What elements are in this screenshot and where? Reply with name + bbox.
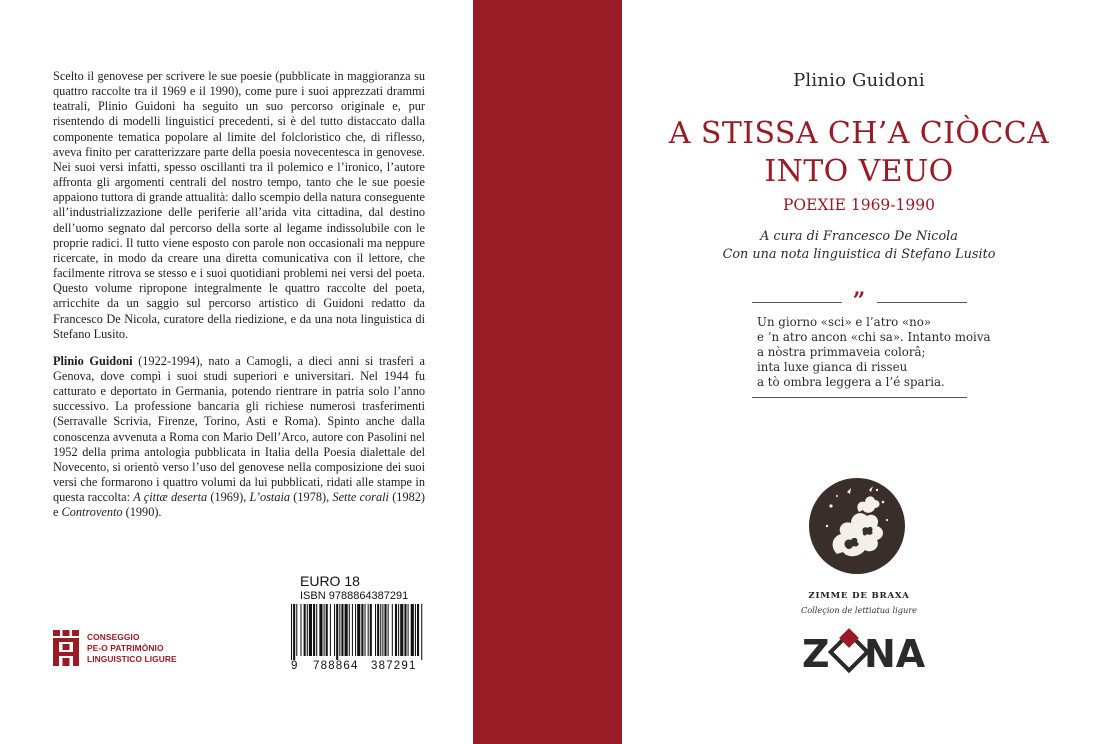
barcode-digits bbox=[289, 660, 429, 674]
barcode-bar bbox=[357, 604, 360, 656]
price: EURO 18 bbox=[300, 573, 360, 589]
series-subtitle: Colleçion de lettiatua ligure bbox=[800, 605, 918, 615]
work-year: (1982) e bbox=[53, 490, 425, 520]
quote-divider-bottom bbox=[752, 397, 967, 398]
series-name: ZIMME DE BRAXA bbox=[808, 591, 910, 601]
book-title-line-1: A STISSA CH’A CIÒCCA bbox=[668, 116, 1050, 151]
barcode-bar bbox=[415, 604, 416, 656]
back-cover bbox=[0, 0, 473, 744]
poem-excerpt bbox=[757, 315, 991, 390]
barcode-bar bbox=[361, 604, 363, 656]
poem-line: a nòstra primmaveia colorâ; bbox=[757, 345, 926, 359]
work-title: Sette corali bbox=[332, 490, 389, 505]
work-year: (1990). bbox=[122, 505, 162, 520]
book-subtitle: POEXIE 1969-1990 bbox=[783, 196, 935, 214]
price-block bbox=[300, 573, 430, 603]
barcode-bar bbox=[293, 604, 295, 660]
logo-letters-na: NA bbox=[864, 632, 926, 676]
logo-letter-z: Z bbox=[802, 632, 830, 676]
barcode-bar bbox=[398, 604, 399, 656]
isbn: ISBN 9788864387291 bbox=[300, 590, 409, 602]
zona-publisher-logo bbox=[802, 631, 926, 676]
barcode-bar bbox=[296, 604, 297, 656]
barcode-bar bbox=[375, 604, 376, 656]
barcode-bar bbox=[352, 604, 353, 656]
barcode-bar bbox=[334, 604, 335, 656]
barcode-bar bbox=[345, 604, 348, 656]
consiglio-line: CONSEGGIO bbox=[87, 632, 140, 642]
work-title: L’ostaia bbox=[249, 490, 291, 505]
barcode-bar bbox=[355, 604, 356, 656]
barcode-bar bbox=[417, 604, 419, 656]
barcode-digit-group-right: 387291 bbox=[371, 660, 417, 672]
barcode-bar bbox=[408, 604, 409, 656]
barcode-bar bbox=[326, 604, 328, 656]
barcode-bar bbox=[377, 604, 379, 656]
barcode-bar bbox=[382, 604, 383, 656]
spine bbox=[473, 0, 622, 744]
editor-credit: A cura di Francesco De Nicola bbox=[760, 229, 958, 244]
barcode-bar bbox=[319, 604, 322, 656]
barcode-bar bbox=[324, 604, 325, 656]
barcode-bar bbox=[307, 604, 308, 656]
work-title: A çittæ deserta bbox=[133, 490, 208, 505]
barcode-bar bbox=[309, 604, 312, 656]
poem-line: inta luxe gianca di risseu bbox=[757, 360, 908, 374]
consiglio-logo bbox=[53, 630, 193, 670]
author-name: Plinio Guidoni bbox=[793, 70, 925, 91]
work-year: (1978), bbox=[290, 490, 333, 505]
consiglio-line: LINGUISTICO LIGURE bbox=[87, 654, 177, 664]
barcode-bar bbox=[370, 604, 372, 656]
bio-name: Plinio Guidoni bbox=[53, 353, 133, 368]
barcode-bar bbox=[304, 604, 306, 656]
consiglio-castle-icon bbox=[53, 630, 79, 666]
barcode-bar bbox=[404, 604, 406, 656]
front-cover bbox=[622, 0, 1096, 744]
work-title: Controvento bbox=[61, 505, 123, 520]
smoke-emblem-icon bbox=[807, 476, 907, 576]
barcode-bar bbox=[313, 604, 315, 656]
bio-paragraph bbox=[53, 354, 425, 521]
barcode-digit-group-left: 788864 bbox=[313, 660, 359, 672]
barcode-bar bbox=[330, 604, 331, 656]
consiglio-label bbox=[87, 632, 197, 665]
poem-line: e ’n atro ancon «chi sa». Intanto moiva bbox=[757, 330, 991, 344]
barcode-bar bbox=[291, 604, 292, 660]
barcode-bar bbox=[300, 604, 301, 656]
barcode-bar bbox=[384, 604, 386, 656]
barcode-digit-prefix: 9 bbox=[291, 660, 298, 672]
barcode-bar bbox=[400, 604, 403, 656]
quote-mark-icon: ” bbox=[852, 288, 866, 314]
barcode-bar bbox=[411, 604, 414, 656]
bio-text: (1922-1994), nato a Camogli, a dieci anni si trasferì a Genova, dove compì i suoi studi superiori e universitari. Nel 1944 fu catturato e deportato in Germania, potendo rientrare in patria solo l’anno successivo. La professione bancaria gli richiese numerosi trasferimenti (Serravalle Scrivia, Firenze, Torino, Asti e Roma). Spinto anche dalla conoscenza avvenuta a Roma con Mario Dell’Arco, autore con Pasolini nel 1952 della prima antologia pubblicata in Italia della Poesia dialettale del Novecento, si orientò verso l’uso del genovese nella composizione dei suoi versi che formarono i quattro volumi da lui pubblicati, ridati alle stampe in questa raccolta: bbox=[53, 353, 425, 505]
book-title-line-2: INTO VEUO bbox=[764, 154, 954, 189]
back-cover-text bbox=[53, 69, 425, 533]
divider-segment bbox=[752, 302, 842, 303]
barcode-bar bbox=[316, 604, 317, 656]
barcode-icon bbox=[289, 604, 427, 660]
barcode-bar bbox=[349, 604, 350, 656]
poem-line: Un giorno «sci» e l’atro «no» bbox=[757, 315, 932, 329]
barcode-bar bbox=[395, 604, 397, 656]
barcode-bar bbox=[388, 604, 389, 656]
barcode-bar bbox=[380, 604, 381, 656]
zona-diamond-icon bbox=[831, 628, 868, 670]
barcode-bar bbox=[368, 604, 369, 656]
divider-segment bbox=[877, 302, 967, 303]
poem-line: a tò ombra leggera a l’é sparia. bbox=[757, 375, 945, 389]
barcode-bar bbox=[336, 604, 338, 660]
barcode-bar bbox=[421, 604, 422, 660]
description-paragraph: Scelto il genovese per scrivere le sue poesie (pubblicate in maggioranza su quattro raccolte tra il 1969 e il 1990), come pure i suoi apprezzati drammi teatrali, Plinio Guidoni ha seguito un suo percorso originale e, pur risentendo di modelli linguistici precedenti, si è del tutto distaccato dalla componente tematica popolare al limite del folcloristico che, di riflesso, aveva finito per caratterizzare parte della poesia novecentesca in genovese. Nei suoi versi infatti, spesso oscillanti tra il polemico e l’ironico, l’autore affronta gli argomenti centrali del nostro tempo, tanto che le sue poesie appaiono tuttora di grande attualità: dallo scempio della natura conseguente all’industrializzazione delle periferie all’arida vita cittadina, dal destino dell’uomo segnato dal percorso della sorte al legame indissolubile con le proprie radici. Il tutto viene esposto con parole non occasionali ma neppure ricercate, in modo da creare una diretta comunicativa con il lettore, che facilmente ritrova se stesso e i suoi quotidiani problemi nei versi del poeta. Questo volume ripropone integralmente le quattro raccolte del poeta, arricchite da un saggio sul percorso artistico di Guidoni redatto da Francesco De Nicola, curatore della riedizione, e da una nota linguistica di Stefano Lusito. bbox=[53, 69, 425, 341]
consiglio-line: PE-O PATRIMÒNIO bbox=[87, 643, 164, 653]
linguistic-note-credit: Con una nota linguistica di Stefano Lusito bbox=[722, 247, 996, 262]
barcode-bar bbox=[341, 604, 343, 656]
barcode-bar bbox=[339, 604, 340, 656]
barcode-bar bbox=[365, 604, 366, 656]
work-year: (1969), bbox=[207, 490, 250, 505]
barcode-bar bbox=[392, 604, 393, 656]
